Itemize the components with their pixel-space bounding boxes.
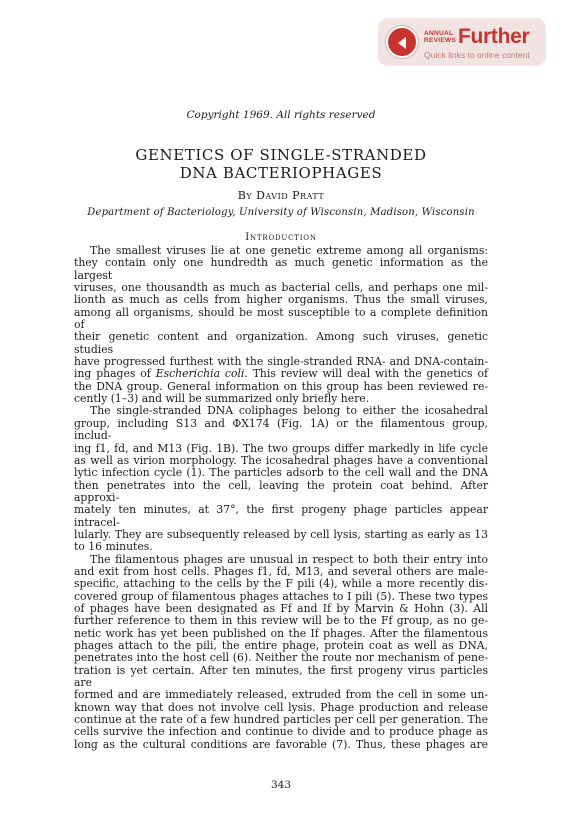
text-line: continue at the rate of a few hundred particles per cell per generation. The xyxy=(74,713,488,727)
text-line: ing phages of Escherichia coli. This review will deal with the genetics of xyxy=(74,367,488,381)
title-line-1: GENETICS OF SINGLE-STRANDED xyxy=(135,146,427,164)
publisher-name xyxy=(424,30,458,44)
text-line: tration is yet certain. After ten minutes, the first progeny virus particles are xyxy=(74,663,488,690)
text-line: cently (1–3) and will be summarized only briefly here. xyxy=(74,392,370,406)
text-line: mately ten minutes, at 37°, the first progeny phage particles appear intracel- xyxy=(74,503,488,529)
text-line: group, including S13 and ΦX174 (Fig. 1A) or the filamentous group, includ- xyxy=(74,416,488,443)
text-line: have progressed furthest with the single-stranded RNA- and DNA-contain- xyxy=(74,355,488,369)
badge-title: Further xyxy=(458,25,530,48)
badge-subtitle: Quick links to online content xyxy=(424,50,530,60)
text-line: their genetic content and organization. Among such viruses, genetic studies xyxy=(74,330,488,356)
text-line: they contain only one hundredth as much genetic information as the largest xyxy=(74,256,488,282)
title-line-2: DNA BACTERIOPHAGES xyxy=(179,164,383,182)
text-line: penetrates into the host cell (6). Neither the route nor mechanism of pene- xyxy=(74,651,488,665)
copyright-notice: Copyright 1969. All rights reserved xyxy=(186,109,376,121)
text-line: and exit from host cells. Phages f1, fd, M13, and several others are male- xyxy=(74,564,488,578)
text-line: known way that does not involve cell lysis. Phage production and release xyxy=(74,700,488,714)
article-title xyxy=(0,146,562,182)
page-number: 343 xyxy=(270,779,292,791)
text-line: The single-stranded DNA coliphages belong to either the icosahedral xyxy=(90,404,488,418)
text-line: then penetrates into the cell, leaving the protein coat behind. After approxi- xyxy=(74,478,488,504)
text-line: lytic infection cycle (1). The particles adsorb to the cell wall and the DNA xyxy=(74,466,488,480)
text-line: viruses, one thousandth as much as bacterial cells, and perhaps one mil- xyxy=(74,281,488,295)
publisher-line-2: REVIEWS xyxy=(424,37,457,44)
paragraph xyxy=(74,405,488,553)
text-line: phages attach to the pili, the entire phage, protein coat as well as DNA, xyxy=(74,639,488,652)
play-back-icon xyxy=(386,26,418,58)
text-line: further reference to them in this review will be to the Ff group, as no ge- xyxy=(74,614,488,628)
text-line: covered group of filamentous phages attaches to I pili (5). These two types xyxy=(74,589,488,603)
paragraph xyxy=(74,554,488,752)
section-heading: Introduction xyxy=(245,232,317,243)
text-line: lionth as much as cells from higher organisms. Thus the small viruses, xyxy=(74,293,488,307)
article-body xyxy=(74,245,488,751)
text-line: long as the cultural conditions are favorable (7). Thus, these phages are xyxy=(74,737,488,751)
species-name: Escherichia coli xyxy=(155,367,245,381)
further-badge[interactable] xyxy=(378,18,546,66)
paragraph xyxy=(74,245,488,405)
text-line: specific, attaching to the cells by the F pili (4), while a more recently dis- xyxy=(74,577,488,591)
text-line: The filamentous phages are unusual in respect to both their entry into xyxy=(90,552,488,566)
text-line: formed and are immediately released, extruded from the cell in some un- xyxy=(74,688,488,702)
text-line: netic work has yet been published on the If phages. After the filamentous xyxy=(74,626,488,640)
text-line: cells survive the infection and continue to divide and to produce phage as xyxy=(74,725,488,739)
text-line: lularly. They are subsequently released by cell lysis, starting as early as 13 xyxy=(74,527,488,541)
text-line: ing f1, fd, and M13 (Fig. 1B). The two groups differ markedly in life cycle xyxy=(74,441,488,455)
text-line: to 16 minutes. xyxy=(74,540,153,554)
text-line: The smallest viruses lie at one genetic extreme among all organisms: xyxy=(90,244,488,257)
author-byline: By David Pratt xyxy=(237,189,325,202)
text-line: as well as virion morphology. The icosahedral phages have a conventional xyxy=(74,453,488,467)
text-line: of phages have been designated as Ff and If by Marvin & Hohn (3). All xyxy=(74,601,488,615)
text-line: among all organisms, should be most susceptible to a complete definition of xyxy=(74,305,488,332)
author-affiliation: Department of Bacteriology, University of Wisconsin, Madison, Wisconsin xyxy=(87,207,475,218)
publisher-line-1: ANNUAL xyxy=(424,30,454,37)
text-line: the DNA group. General information on this group has been reviewed re- xyxy=(74,379,488,393)
